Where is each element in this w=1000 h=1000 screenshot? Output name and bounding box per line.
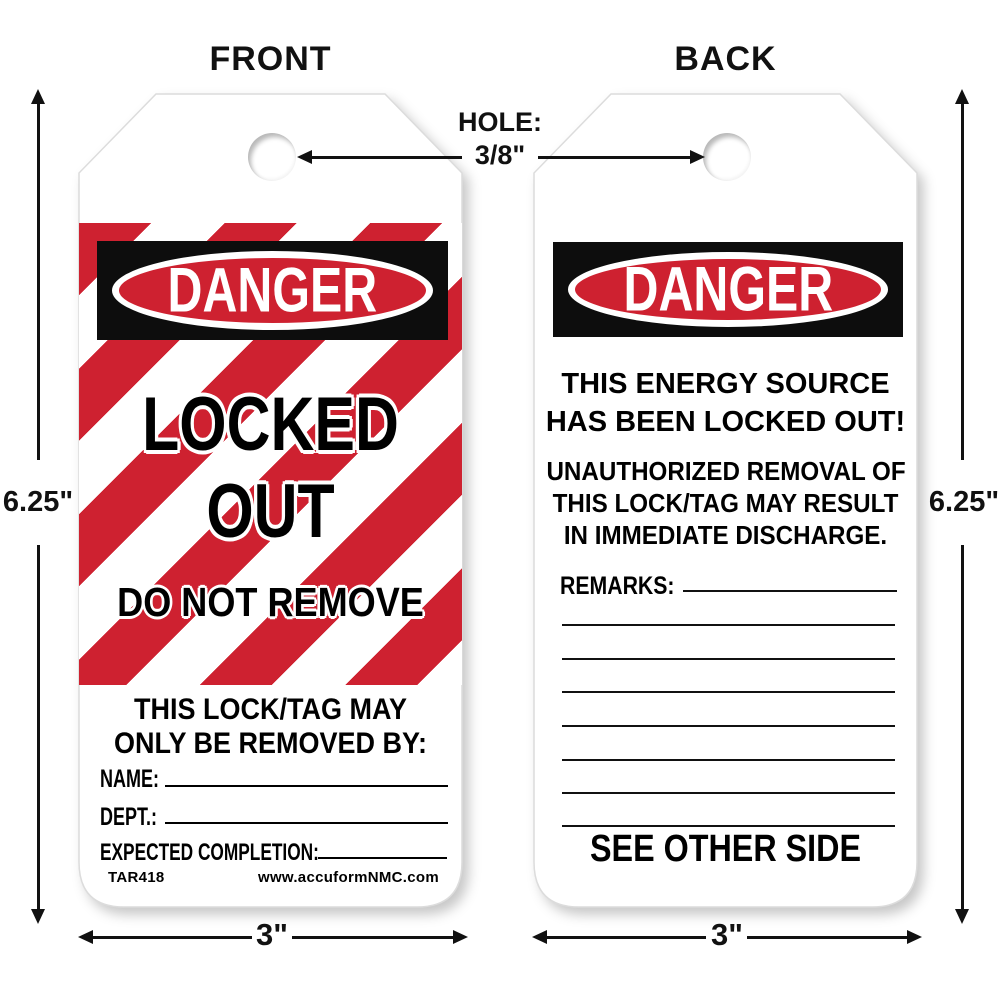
width-dimension-line (292, 936, 454, 939)
writing-line (562, 792, 895, 794)
writing-line (562, 825, 895, 827)
writing-line (562, 725, 895, 727)
hole-arrow-line-left (302, 156, 462, 159)
dimension-arrowhead-left (532, 930, 547, 944)
part-number: TAR418 (108, 869, 165, 886)
height-dimension-back: 6.25" (928, 486, 1000, 518)
hole-arrow-line-right (538, 156, 690, 159)
dimension-arrowhead-right (453, 930, 468, 944)
name-writing-line (165, 785, 448, 787)
height-dimension-line (37, 102, 40, 460)
expected-completion-label: EXPECTED COMPLETION: (100, 839, 319, 866)
height-dimension-line (961, 545, 964, 911)
see-other-side-text: SEE OTHER SIDE (589, 828, 862, 870)
removal-instructions: THIS LOCK/TAG MAY ONLY BE REMOVED BY: (113, 693, 428, 760)
front-tag (78, 93, 463, 908)
hang-hole (703, 133, 751, 181)
danger-band (97, 241, 448, 340)
dept-writing-line (165, 822, 448, 824)
height-dimension-front: 6.25" (2, 486, 74, 518)
width-dimension-back: 3" (711, 917, 743, 952)
hole-arrowhead-left (297, 150, 312, 164)
hole-arrowhead-right (690, 150, 705, 164)
expected-writing-line (318, 857, 447, 859)
website-url: www.accuformNMC.com (257, 869, 439, 886)
back-tag (533, 93, 918, 908)
hole-size-label: 3/8" (474, 140, 526, 170)
remarks-writing-line (683, 590, 897, 592)
danger-word: DANGER (167, 255, 378, 326)
dimension-arrowhead-down (955, 909, 969, 924)
hole-label: HOLE: (458, 107, 542, 137)
dimension-arrowhead-right (907, 930, 922, 944)
danger-oval (112, 251, 433, 330)
width-dimension-line (546, 936, 706, 939)
unauthorized-warning: UNAUTHORIZED REMOVAL OF THIS LOCK/TAG MAY RESULT IN IMMEDIATE DISCHARGE. (546, 456, 906, 550)
back-view-title: BACK (674, 40, 777, 78)
remarks-label: REMARKS: (560, 572, 675, 600)
width-dimension-front: 3" (256, 917, 288, 952)
writing-line (562, 691, 895, 693)
danger-oval (568, 252, 888, 327)
energy-source-headline: THIS ENERGY SOURCE HAS BEEN LOCKED OUT! (545, 368, 906, 438)
hang-hole (248, 133, 296, 181)
writing-line (562, 624, 895, 626)
danger-word: DANGER (623, 254, 833, 325)
front-view-title: FRONT (209, 40, 332, 78)
height-dimension-line (37, 545, 40, 911)
width-dimension-line (92, 936, 252, 939)
dimension-arrowhead-left (78, 930, 93, 944)
writing-line (562, 759, 895, 761)
hole-dimension-callout (440, 106, 560, 172)
height-dimension-line (961, 102, 964, 460)
do-not-remove-text: DO NOT REMOVE (117, 579, 424, 625)
locked-out-text: LOCKED OUT (142, 382, 399, 554)
writing-line (562, 658, 895, 660)
name-label: NAME: (100, 765, 159, 793)
danger-band (553, 242, 903, 337)
dimension-arrowhead-down (31, 909, 45, 924)
width-dimension-line (747, 936, 908, 939)
dept-label: DEPT.: (100, 803, 158, 831)
